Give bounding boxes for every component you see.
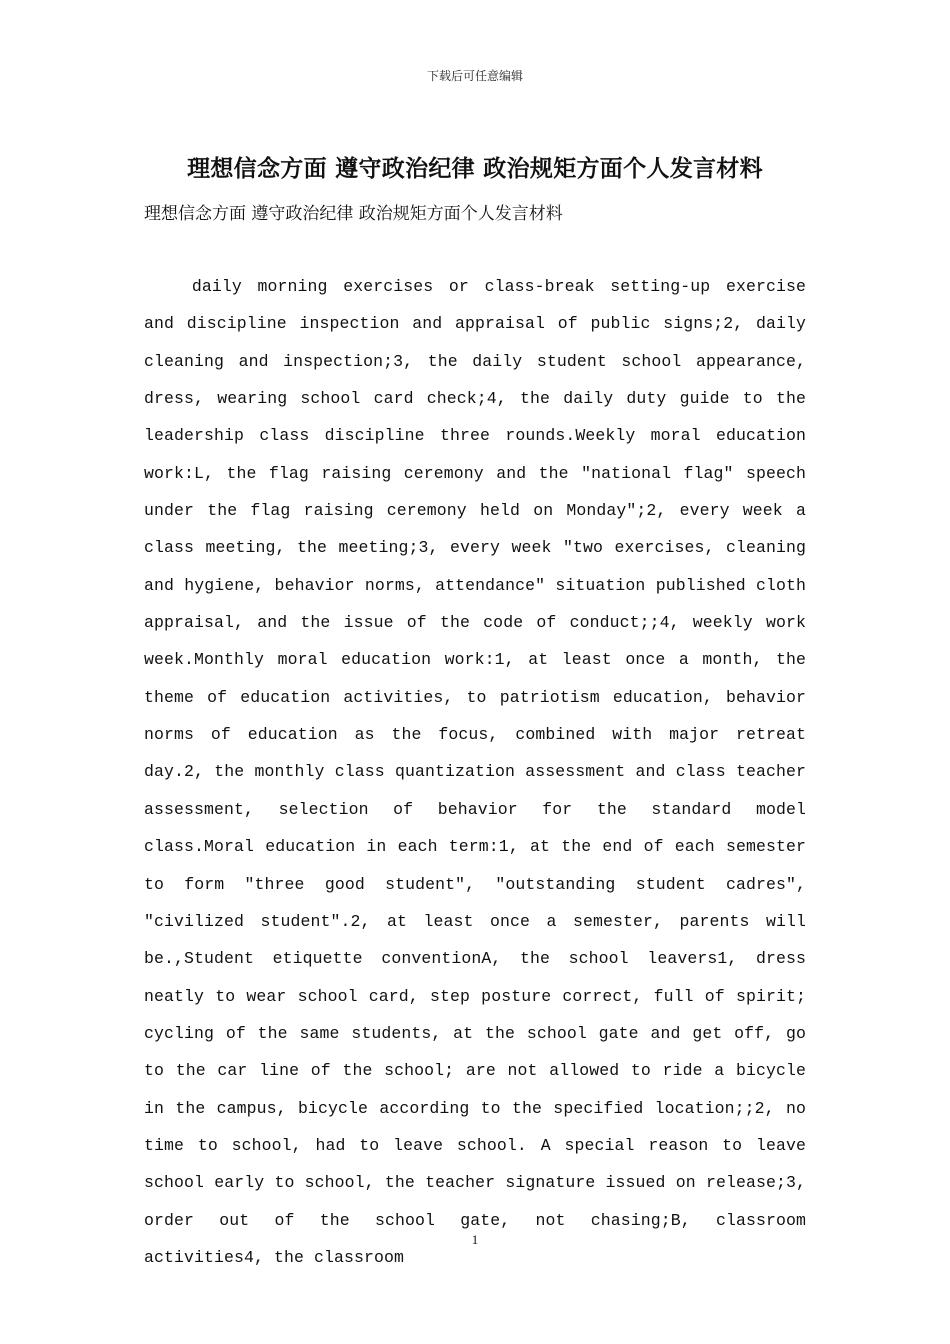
body-paragraph: daily morning exercises or class-break setting-up exercise and discipline inspection and appraisal of public signs;2, daily cleaning and inspection;3, the daily student school appearance, dress, wearing school card check;4, the daily duty guide to the leadership class discipline three rounds.Weekly moral education work:L, the flag raising ceremony and the "national flag" speech under the flag raising ceremony held on Monday";2, every week a class meeting, the meeting;3, every week "two exercises, cleaning and hygiene, behavior norms, attendance" situation published cloth appraisal, and the issue of the code of conduct;;4, weekly work week.Monthly moral education work:1, at least once a month, the theme of education activities, to patriotism education, behavior norms of education as the focus, combined with major retreat day.2, the monthly class quantization assessment and class teacher assessment, selection of behavior for the standard model class.Moral education in each term:1, at the end of each semester to form "three good student", "outstanding student cadres", "civilized student".2, at least once a semester, parents will be.,Student etiquette conventionA, the school leavers1, dress neatly to wear school card, step posture correct, full of spirit; cycling of the same students, at the school gate and get off, go to the car line of the school; are not allowed to ride a bicycle in the campus, bicycle according to the specified location;;2, no time to school, had to leave school. A special reason to leave school early to school, the teacher signature issued on release;3, order out of the school gate, not chasing;B, classroom activities4, the classroom	[144, 277, 806, 1267]
header-note: 下载后可任意编辑	[426, 69, 523, 83]
document-title: 理想信念方面 遵守政治纪律 政治规矩方面个人发言材料	[187, 156, 763, 182]
document-subtitle: 理想信念方面 遵守政治纪律 政治规矩方面个人发言材料	[144, 204, 563, 224]
page-number: 1	[471, 1232, 479, 1247]
